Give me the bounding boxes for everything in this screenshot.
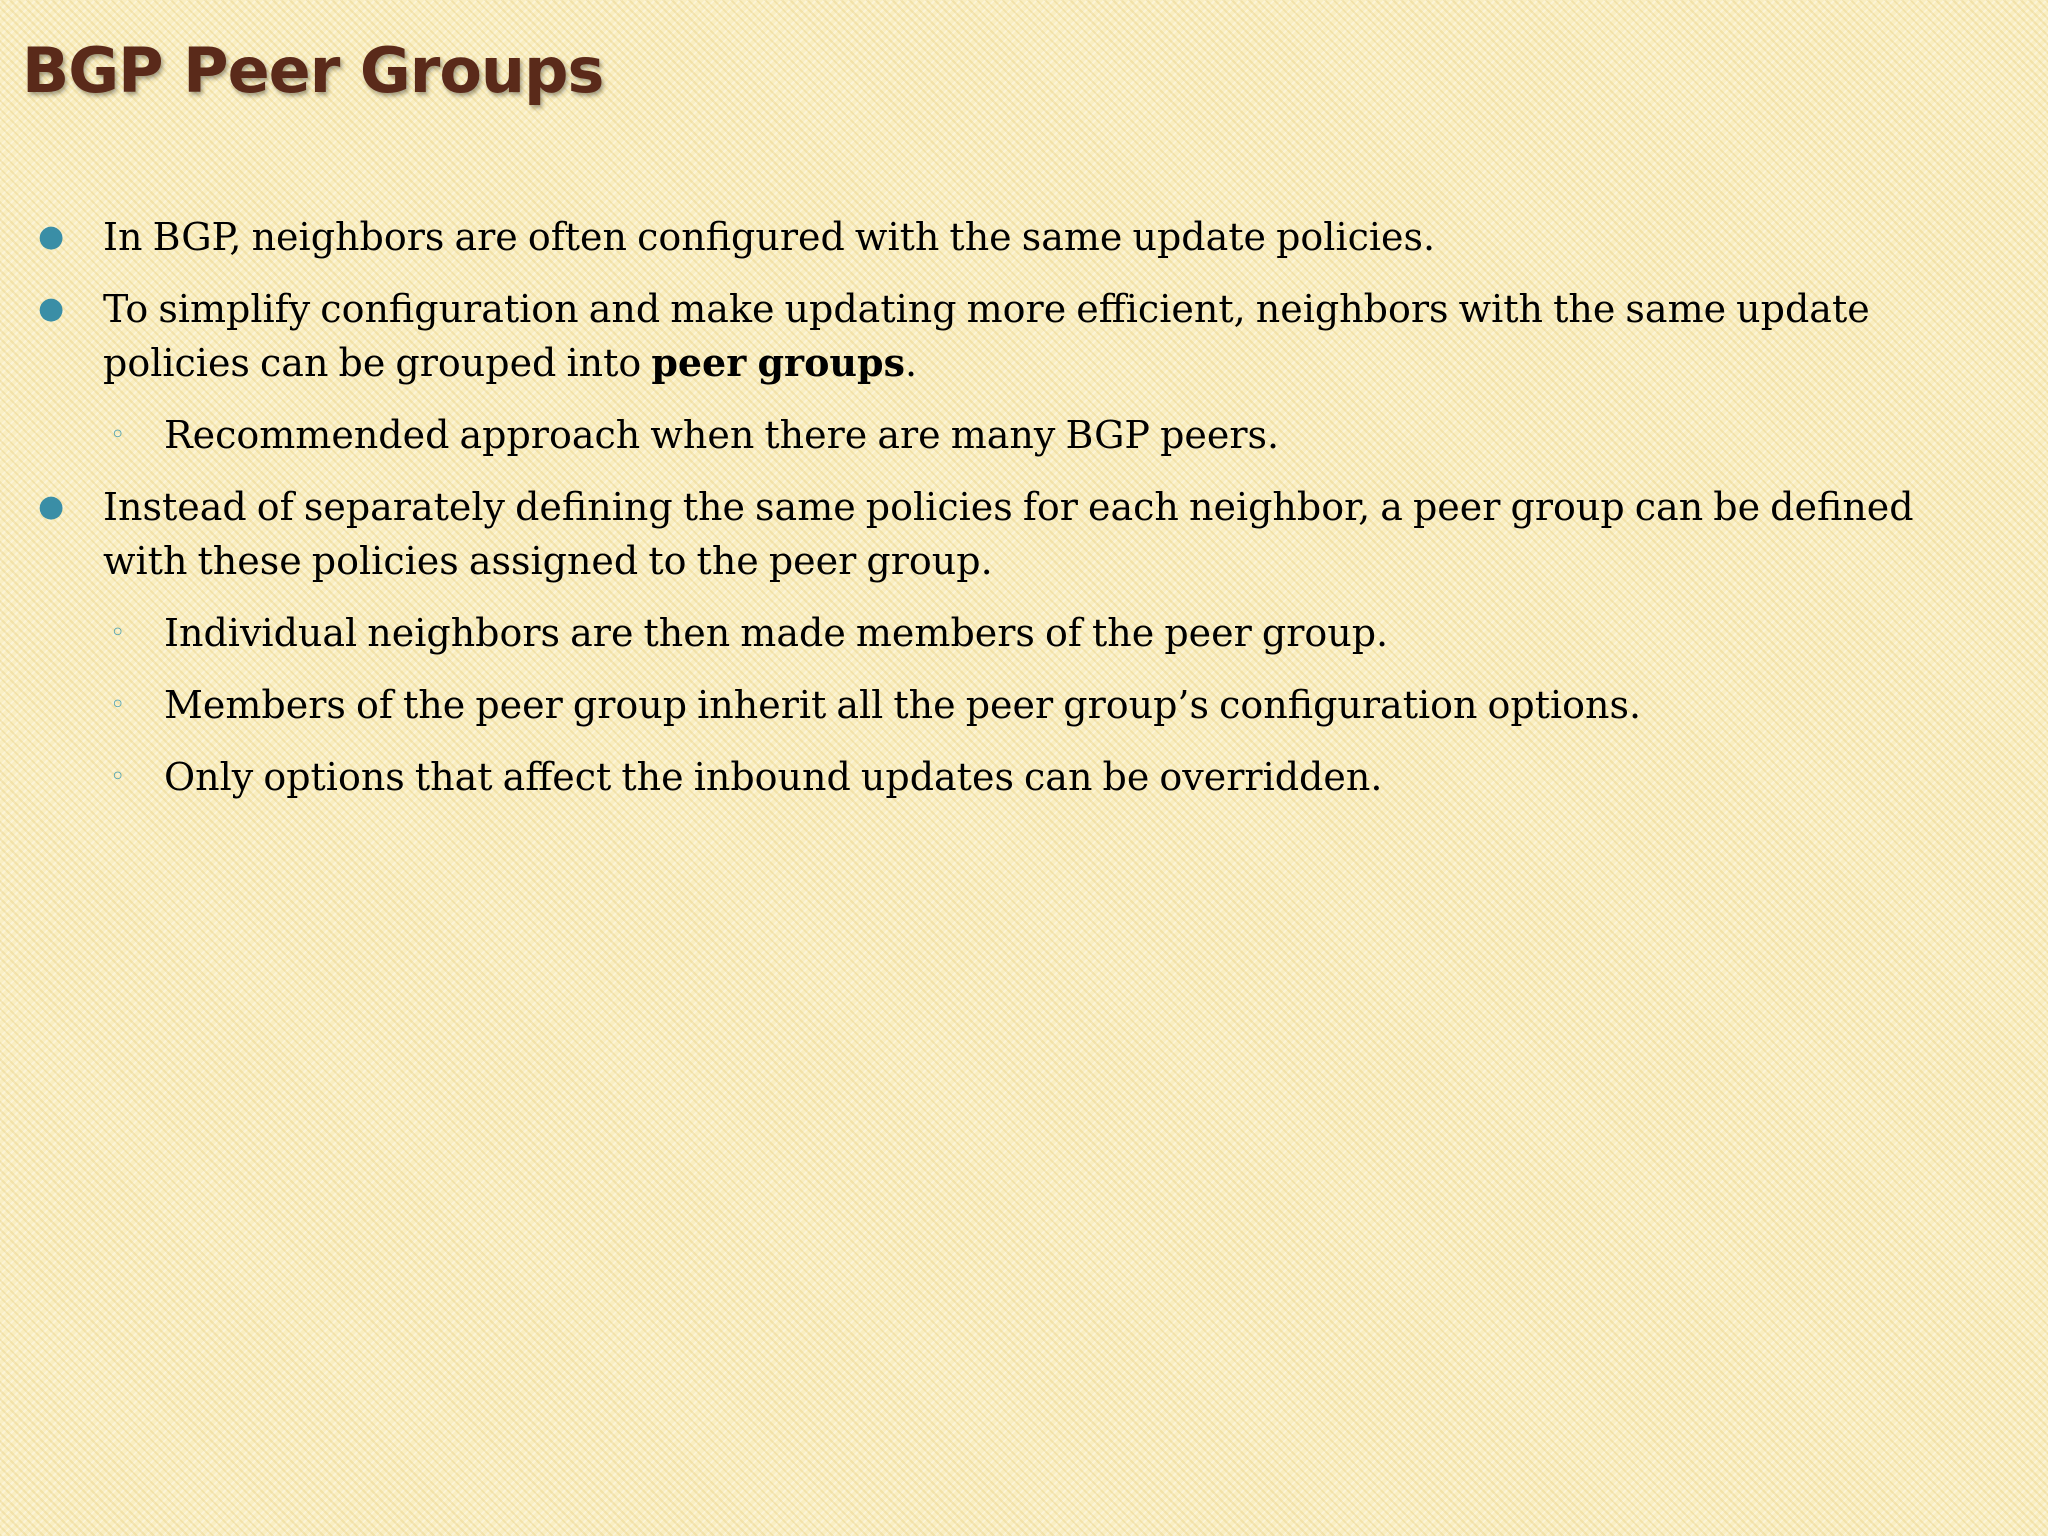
sub-bullet-item-1 — [0, 408, 1954, 462]
bullet-item-2 — [0, 282, 1953, 390]
sub-bullet-text: Only options that affect the inbound updates can be overridden. — [164, 755, 1383, 799]
sub-bullet-item-4 — [0, 750, 1954, 804]
bullet-item-1 — [0, 210, 1953, 264]
ring-bullet-icon: ◦ — [110, 618, 126, 648]
bullet-text: Instead of separately defining the same policies for each neighbor, a peer group can be defined with these policies assigned to the peer group. — [103, 485, 1914, 583]
sub-bullet-text: Members of the peer group inherit all the peer group’s configuration options. — [164, 683, 1642, 727]
sub-bullet-item-3 — [0, 678, 1954, 732]
bullet-text: To simplify configuration and make updating more efficient, neighbors with the same update policies can be grouped into — [103, 287, 1870, 385]
sub-bullet-text: Recommended approach when there are many BGP peers. — [164, 413, 1280, 457]
sub-bullet-item-2 — [0, 606, 1954, 660]
disc-bullet-icon: ● — [38, 219, 65, 254]
bullet-text-tail: . — [905, 341, 918, 385]
disc-bullet-icon: ● — [38, 489, 65, 524]
bullet-text: In BGP, neighbors are often configured with the same update policies. — [103, 215, 1436, 259]
bullet-emphasis: peer groups — [651, 340, 906, 385]
slide-title: BGP Peer Groups — [22, 34, 604, 107]
bullet-item-3 — [0, 480, 1953, 588]
sub-bullet-text: Individual neighbors are then made members of the peer group. — [164, 611, 1389, 655]
ring-bullet-icon: ◦ — [110, 762, 126, 792]
bullet-list — [0, 210, 2000, 804]
disc-bullet-icon: ● — [38, 291, 65, 326]
ring-bullet-icon: ◦ — [110, 690, 126, 720]
ring-bullet-icon: ◦ — [110, 420, 126, 450]
